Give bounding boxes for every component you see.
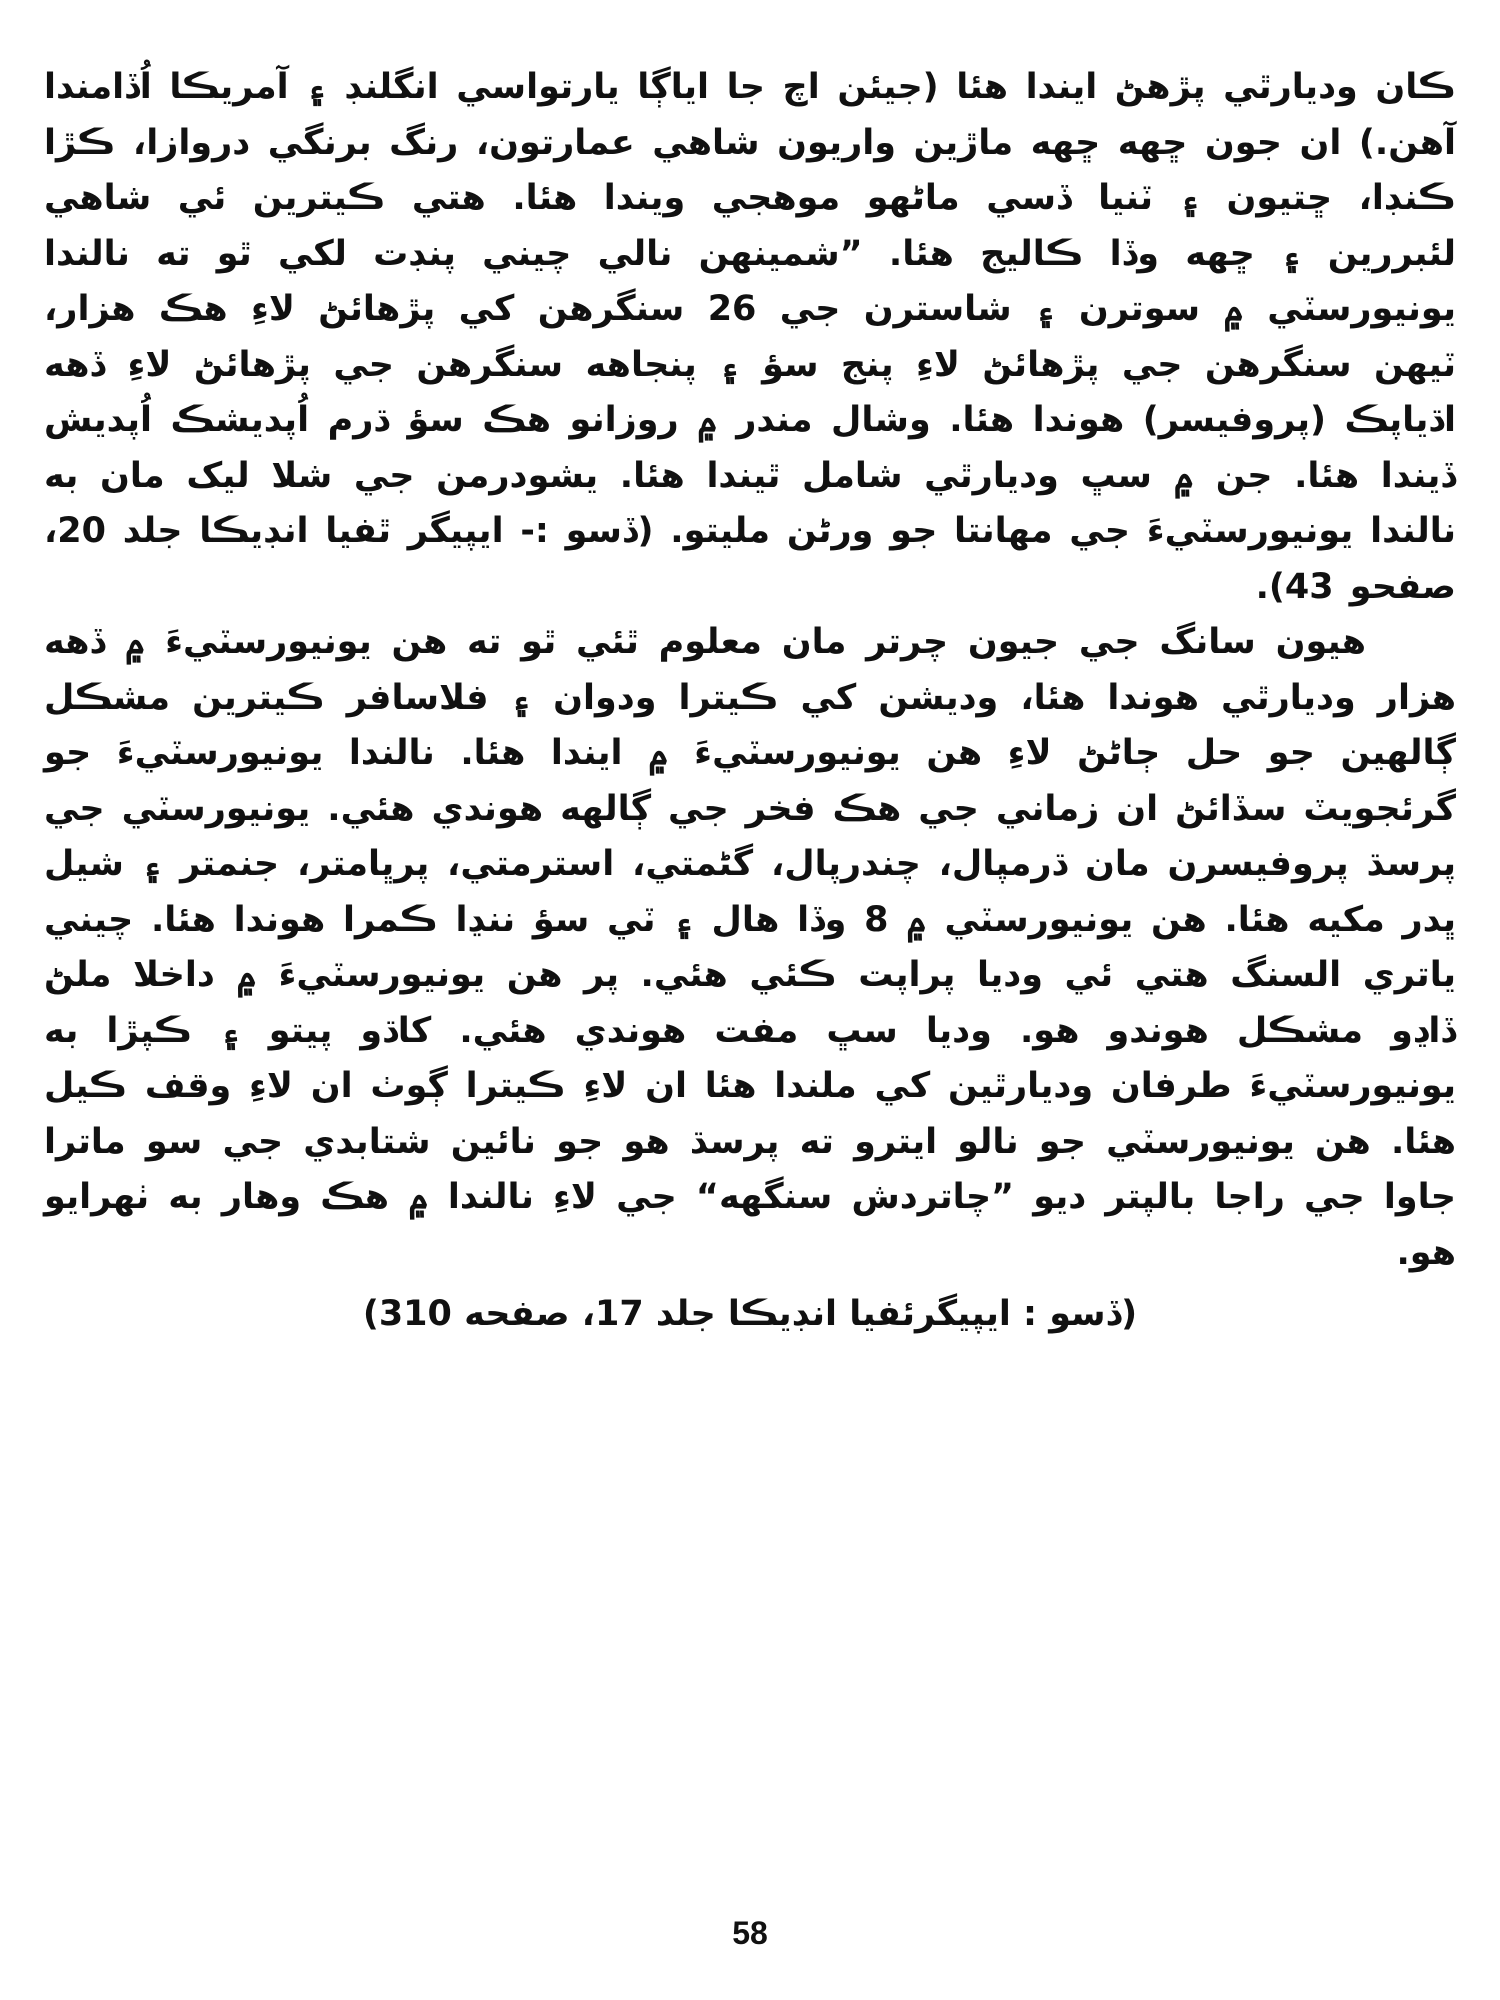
paragraph-nalanda-description: ڪان وديارٿي پڙهڻ ايندا هئا (جيئن اچ جا اياڳا يارتواسي انگلنڊ ۽ آمريڪا اُڏامندا آهن.) ان جون ڇهه ڇهه ماڙين واريون شاهي عمارتون، رنگ برنگي دروازا، ڪڙا ڪنڊا، ڇتيون ۽ ٽنيا ڏسي ماڻهو موهجي ويندا هئا. هتي ڪيترين ئي شاهي لئبررين ۽ ڇهه وڏا ڪاليج هئا. ”شمينهن نالي چيني پنڊت لکي ٿو ته نالندا يونيورسٽي ۾ سوترن ۽ شاسترن جي 26 سنگرهن کي پڙهائڻ لاءِ هڪ هزار، ٽيهن سنگرهن جي پڙهائڻ لاءِ پنج سؤ ۽ پنجاهه سنگرهن جي پڙهائڻ لاءِ ڏهه اڌياپڪ (پروفيسر) هوندا هئا. وشال مندر ۾ روزانو هڪ سؤ ڌرم اُپديشڪ اُپديش ڏيندا هئا. جن ۾ سڀ وديارٿي شامل ٿيندا هئا. يشودرمن جي شلا ليک مان به نالندا يونيورسٽيءَ جي مهانتا جو ورڻن مليتو. (ڏسو :- ايپيگر ٿفيا انڊيڪا جلد 20، صفحو 43). [44,67,1457,607]
citation-reference: (ڏسو : ايپيگرئفيا انڊيڪا جلد 17، صفحه 310) [362,1294,1138,1334]
page-number: 58 [732,1915,768,1951]
paragraph-hiuen-tsang-account: هيون سانگ جي جيون چرتر مان معلوم ٿئي ٿو ته هن يونيورسٽيءَ ۾ ڏهه هزار وديارٿي هوندا هئا، وديشن کي ڪيترا ودوان ۽ فلاسافر ڪيترين مشڪل ڳالهين جو حل ڄاڻڻ لاءِ هن يونيورسٽيءَ ۾ ايندا هئا. نالندا يونيورسٽيءَ جو گرئجويٽ سڏائڻ ان زماني جي هڪ فخر جي ڳالهه هوندي هئي. يونيورسٽي جي پرسڌ پروفيسرن مان ڌرمپال، چندرپال، گڻمتي، استرمتي، پرڀامتر، جنمتر ۽ شيل ڀدر مکيه هئا. هن يونيورسٽي ۾ 8 وڏا هال ۽ ٽي سؤ ننڍا ڪمرا هوندا هئا. چيني ياتري السنگ هتي ئي وديا پراپت ڪئي هئي. پر هن يونيورسٽيءَ ۾ داخلا ملڻ ڏاڍو مشڪل هوندو هو. وديا سڀ مفت هوندي هئي. کاڌو پيتو ۽ ڪپڙا به يونيورسٽيءَ طرفان وديارٿين کي ملندا هئا ان لاءِ ڪيترا ڳوٺ ان لاءِ وقف ڪيل هئا. هن يونيورسٽي جو نالو ايترو ته پرسڌ هو جو نائين شتابدي جي سو ماترا جاوا جي راجا بالپتر ديو ”چاتردش سنگهه“ جي لاءِ نالندا ۾ هڪ وهار به ٺهرايو هو. [44,622,1456,1273]
document-page [44,60,1456,1940]
